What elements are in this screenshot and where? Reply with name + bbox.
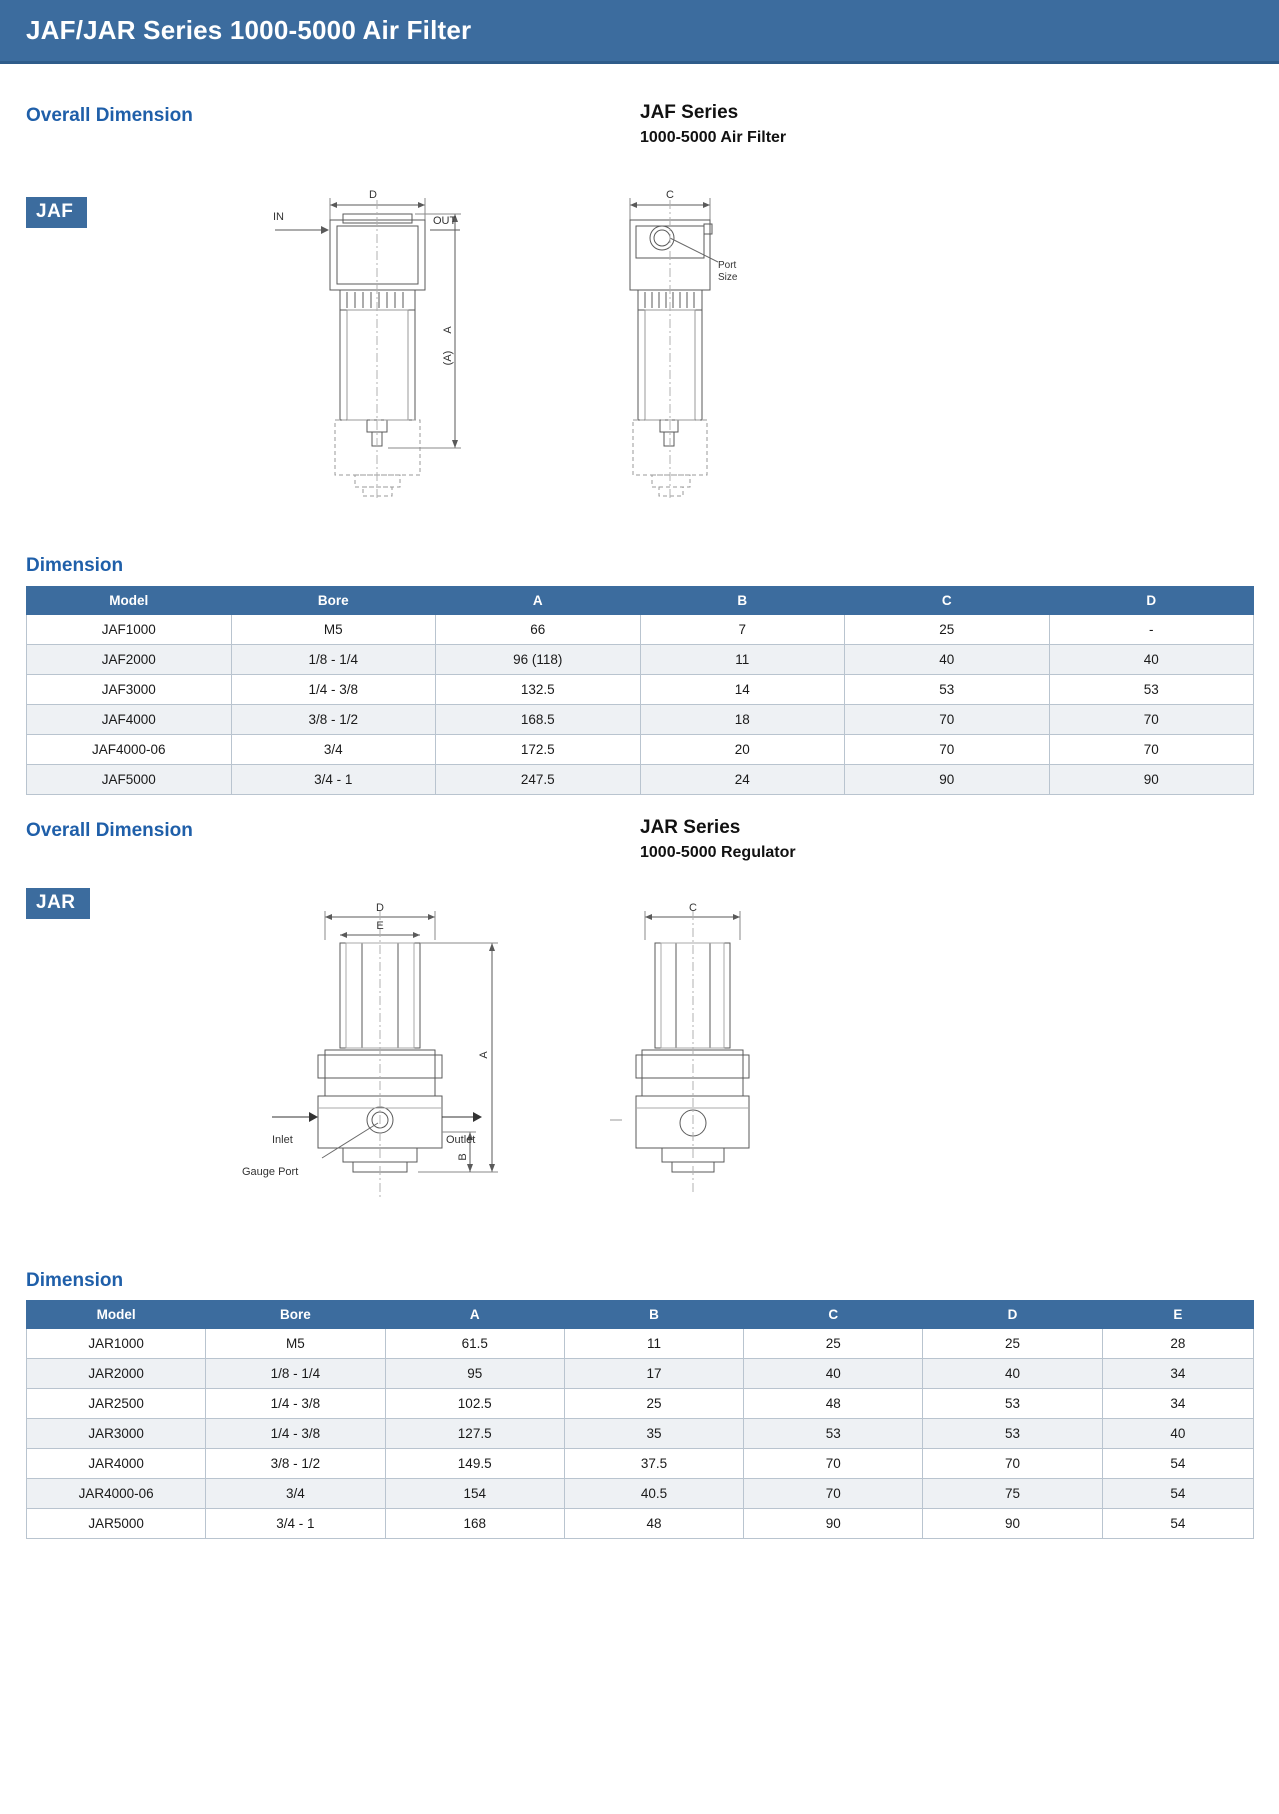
th-model: Model bbox=[27, 1301, 206, 1329]
svg-text:OUT: OUT bbox=[433, 215, 457, 227]
cell-bore: M5 bbox=[231, 615, 436, 645]
cell-c: 40 bbox=[744, 1359, 923, 1389]
table-row bbox=[27, 705, 1254, 735]
cell-c: 53 bbox=[744, 1419, 923, 1449]
svg-text:Gauge Port: Gauge Port bbox=[242, 1166, 299, 1178]
cell-b: 40.5 bbox=[564, 1479, 743, 1509]
cell-bore: 3/4 - 1 bbox=[206, 1509, 385, 1539]
cell-a: 96 (118) bbox=[436, 645, 641, 675]
cell-a: 149.5 bbox=[385, 1449, 564, 1479]
series-title-jaf-main: JAF Series bbox=[640, 102, 739, 123]
th-a: A bbox=[436, 587, 641, 615]
table-row bbox=[27, 1419, 1254, 1449]
cell-model: JAF3000 bbox=[27, 675, 232, 705]
header-divider bbox=[0, 61, 1279, 64]
dimension-heading-jar: Dimension bbox=[26, 1270, 124, 1291]
cell-model: JAF5000 bbox=[27, 765, 232, 795]
cell-a: 172.5 bbox=[436, 735, 641, 765]
cell-b: 35 bbox=[564, 1419, 743, 1449]
cell-b: 48 bbox=[564, 1509, 743, 1539]
cell-a: 154 bbox=[385, 1479, 564, 1509]
svg-text:D: D bbox=[369, 189, 377, 201]
svg-text:A: A bbox=[442, 326, 454, 334]
cell-b: 20 bbox=[640, 735, 845, 765]
cell-b: 17 bbox=[564, 1359, 743, 1389]
cell-bore: 1/4 - 3/8 bbox=[206, 1419, 385, 1449]
cell-b: 7 bbox=[640, 615, 845, 645]
badge-jaf: JAF bbox=[26, 197, 87, 228]
cell-e: 54 bbox=[1102, 1479, 1253, 1509]
cell-model: JAF1000 bbox=[27, 615, 232, 645]
cell-e: 34 bbox=[1102, 1359, 1253, 1389]
cell-c: 90 bbox=[845, 765, 1050, 795]
cell-model: JAF2000 bbox=[27, 645, 232, 675]
th-bore: Bore bbox=[231, 587, 436, 615]
svg-text:D: D bbox=[376, 902, 384, 914]
cell-model: JAF4000-06 bbox=[27, 735, 232, 765]
th-a: A bbox=[385, 1301, 564, 1329]
cell-bore: 3/8 - 1/2 bbox=[231, 705, 436, 735]
cell-d: 90 bbox=[923, 1509, 1102, 1539]
cell-bore: 3/4 - 1 bbox=[231, 765, 436, 795]
table-row bbox=[27, 645, 1254, 675]
cell-a: 66 bbox=[436, 615, 641, 645]
badge-jar: JAR bbox=[26, 888, 90, 919]
cell-d: 53 bbox=[1049, 675, 1254, 705]
table-header-row-jaf bbox=[27, 587, 1254, 615]
cell-d: 40 bbox=[1049, 645, 1254, 675]
cell-d: 40 bbox=[923, 1359, 1102, 1389]
th-model: Model bbox=[27, 587, 232, 615]
cell-a: 247.5 bbox=[436, 765, 641, 795]
cell-bore: 1/4 - 3/8 bbox=[231, 675, 436, 705]
series-title-jar bbox=[640, 815, 796, 865]
svg-text:Size: Size bbox=[718, 272, 738, 283]
overall-dimension-heading-jaf: Overall Dimension bbox=[26, 105, 193, 126]
svg-text:E: E bbox=[376, 920, 384, 932]
cell-model: JAF4000 bbox=[27, 705, 232, 735]
dimension-heading-jaf: Dimension bbox=[26, 555, 124, 576]
cell-d: 25 bbox=[923, 1329, 1102, 1359]
cell-bore: 1/8 - 1/4 bbox=[231, 645, 436, 675]
svg-text:C: C bbox=[666, 189, 674, 201]
cell-model: JAR4000 bbox=[27, 1449, 206, 1479]
table-row bbox=[27, 1479, 1254, 1509]
page-title: JAF/JAR Series 1000-5000 Air Filter bbox=[26, 15, 472, 45]
svg-text:Outlet: Outlet bbox=[446, 1134, 476, 1146]
cell-e: 54 bbox=[1102, 1449, 1253, 1479]
cell-c: 40 bbox=[845, 645, 1050, 675]
table-row bbox=[27, 1449, 1254, 1479]
th-e: E bbox=[1102, 1301, 1253, 1329]
cell-b: 11 bbox=[640, 645, 845, 675]
cell-model: JAR5000 bbox=[27, 1509, 206, 1539]
cell-bore: 1/8 - 1/4 bbox=[206, 1359, 385, 1389]
dimension-table-jaf bbox=[26, 586, 1254, 795]
cell-a: 168.5 bbox=[436, 705, 641, 735]
cell-b: 25 bbox=[564, 1389, 743, 1419]
series-title-jaf bbox=[640, 100, 786, 150]
cell-c: 90 bbox=[744, 1509, 923, 1539]
svg-text:(A): (A) bbox=[442, 350, 454, 366]
cell-d: 75 bbox=[923, 1479, 1102, 1509]
cell-bore: 3/4 bbox=[231, 735, 436, 765]
cell-a: 132.5 bbox=[436, 675, 641, 705]
series-subtitle-jaf: 1000-5000 Air Filter bbox=[640, 129, 787, 146]
cell-d: 53 bbox=[923, 1389, 1102, 1419]
cell-bore: 3/4 bbox=[206, 1479, 385, 1509]
cell-b: 14 bbox=[640, 675, 845, 705]
jaf-front-view-drawing bbox=[255, 180, 565, 580]
cell-c: 70 bbox=[845, 735, 1050, 765]
th-d: D bbox=[923, 1301, 1102, 1329]
table-header-row-jar bbox=[27, 1301, 1254, 1329]
cell-c: 25 bbox=[845, 615, 1050, 645]
cell-e: 28 bbox=[1102, 1329, 1253, 1359]
jar-side-view-drawing bbox=[600, 895, 850, 1235]
cell-c: 53 bbox=[845, 675, 1050, 705]
page-header bbox=[0, 0, 1279, 61]
cell-c: 48 bbox=[744, 1389, 923, 1419]
th-c: C bbox=[744, 1301, 923, 1329]
cell-d: - bbox=[1049, 615, 1254, 645]
cell-c: 70 bbox=[845, 705, 1050, 735]
cell-a: 102.5 bbox=[385, 1389, 564, 1419]
series-title-jar-main: JAR Series bbox=[640, 817, 741, 838]
cell-a: 61.5 bbox=[385, 1329, 564, 1359]
cell-a: 127.5 bbox=[385, 1419, 564, 1449]
cell-model: JAR3000 bbox=[27, 1419, 206, 1449]
cell-d: 90 bbox=[1049, 765, 1254, 795]
table-row bbox=[27, 735, 1254, 765]
table-row bbox=[27, 765, 1254, 795]
cell-bore: 3/8 - 1/2 bbox=[206, 1449, 385, 1479]
cell-model: JAR4000-06 bbox=[27, 1479, 206, 1509]
cell-b: 11 bbox=[564, 1329, 743, 1359]
cell-model: JAR2500 bbox=[27, 1389, 206, 1419]
table-row bbox=[27, 1389, 1254, 1419]
cell-e: 40 bbox=[1102, 1419, 1253, 1449]
svg-text:A: A bbox=[478, 1051, 490, 1059]
cell-d: 70 bbox=[1049, 705, 1254, 735]
table-row bbox=[27, 1359, 1254, 1389]
cell-model: JAR1000 bbox=[27, 1329, 206, 1359]
cell-d: 70 bbox=[923, 1449, 1102, 1479]
th-d: D bbox=[1049, 587, 1254, 615]
cell-e: 54 bbox=[1102, 1509, 1253, 1539]
cell-b: 18 bbox=[640, 705, 845, 735]
svg-text:Port: Port bbox=[718, 260, 737, 271]
table-row bbox=[27, 1329, 1254, 1359]
svg-text:IN: IN bbox=[273, 211, 284, 223]
dimension-table-jar bbox=[26, 1300, 1254, 1539]
cell-model: JAR2000 bbox=[27, 1359, 206, 1389]
cell-c: 70 bbox=[744, 1479, 923, 1509]
table-row bbox=[27, 615, 1254, 645]
overall-dimension-heading-jar: Overall Dimension bbox=[26, 820, 193, 841]
table-row bbox=[27, 675, 1254, 705]
th-c: C bbox=[845, 587, 1050, 615]
th-b: B bbox=[640, 587, 845, 615]
jar-front-view-drawing bbox=[230, 895, 560, 1235]
table-row bbox=[27, 1509, 1254, 1539]
svg-text:B: B bbox=[457, 1153, 469, 1161]
th-bore: Bore bbox=[206, 1301, 385, 1329]
cell-e: 34 bbox=[1102, 1389, 1253, 1419]
cell-bore: 1/4 - 3/8 bbox=[206, 1389, 385, 1419]
cell-c: 70 bbox=[744, 1449, 923, 1479]
cell-b: 37.5 bbox=[564, 1449, 743, 1479]
th-b: B bbox=[564, 1301, 743, 1329]
cell-d: 53 bbox=[923, 1419, 1102, 1449]
cell-a: 168 bbox=[385, 1509, 564, 1539]
cell-bore: M5 bbox=[206, 1329, 385, 1359]
svg-text:Inlet: Inlet bbox=[272, 1134, 293, 1146]
svg-text:C: C bbox=[689, 902, 697, 914]
cell-c: 25 bbox=[744, 1329, 923, 1359]
cell-d: 70 bbox=[1049, 735, 1254, 765]
jaf-side-view-drawing bbox=[600, 180, 830, 580]
cell-a: 95 bbox=[385, 1359, 564, 1389]
cell-b: 24 bbox=[640, 765, 845, 795]
series-subtitle-jar: 1000-5000 Regulator bbox=[640, 844, 796, 861]
